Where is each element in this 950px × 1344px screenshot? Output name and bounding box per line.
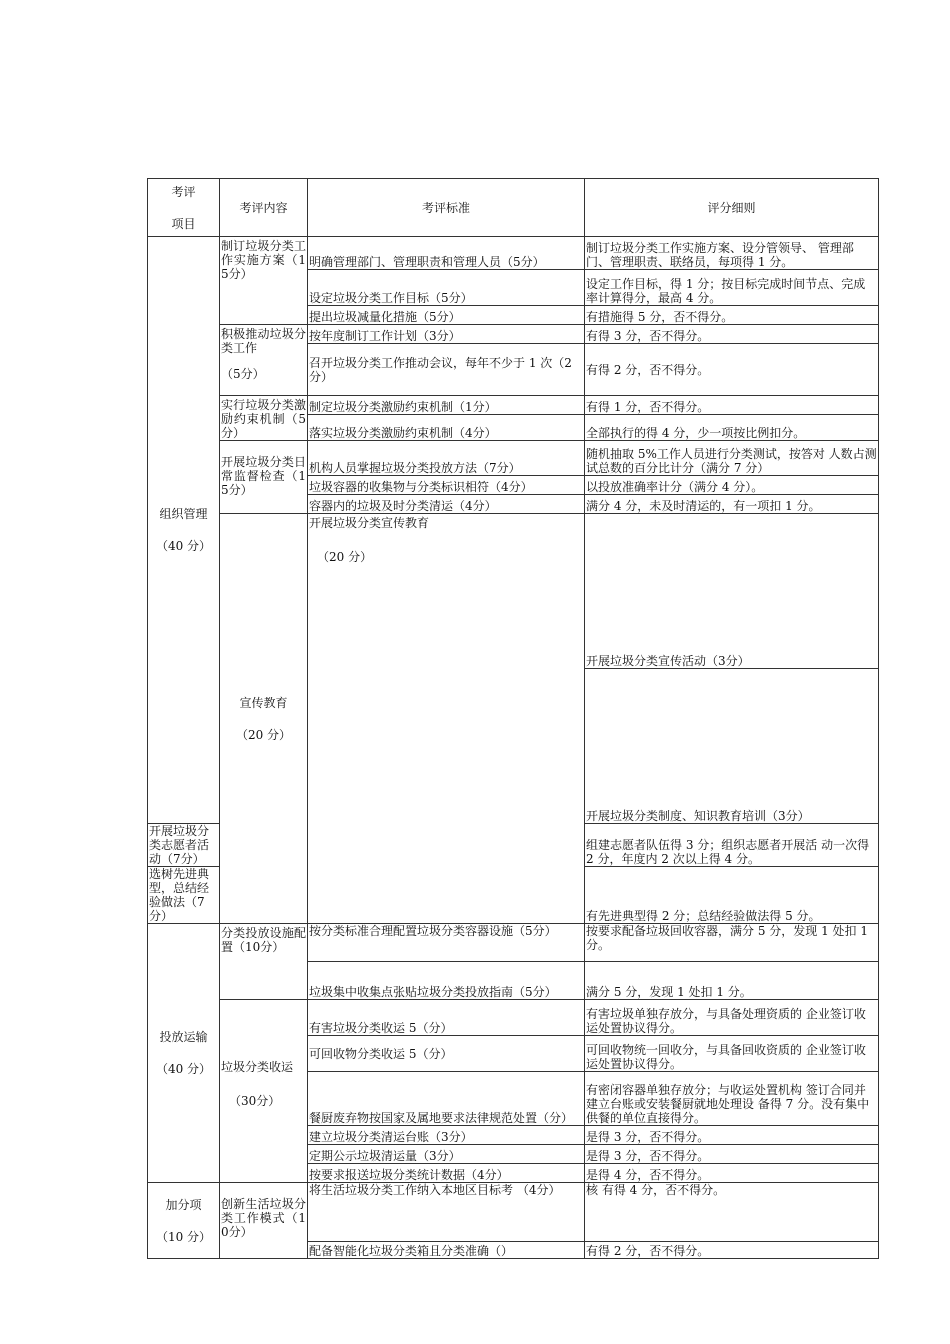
header-detail: 评分细则 — [585, 179, 879, 237]
header-item-line1: 考评 — [171, 184, 196, 199]
detail-cell: 有得 2 分，否不得分。 — [585, 1242, 879, 1259]
standard-cell: 开展垃圾分类制度、知识教育培训（3分） — [585, 669, 879, 824]
table-row — [148, 441, 879, 476]
detail-cell: 可回收物统一回收分，与具备回收资质的 企业签订收运处置协议得分。 — [585, 1036, 879, 1072]
standard-cell: 建立垃圾分类清运台账（3分） — [308, 1126, 585, 1145]
header-item — [148, 179, 220, 237]
detail-cell: 是得 3 分，否不得分。 — [585, 1145, 879, 1164]
content-cell: 分类投放设施配置（10分） — [220, 924, 308, 1000]
table-row — [148, 514, 879, 669]
standard-cell: 落实垃圾分类激励约束机制（4分） — [308, 415, 585, 441]
detail-cell: 有得 1 分，否不得分。 — [585, 396, 879, 415]
standard-cell: 按要求报送垃圾分类统计数据（4分） — [308, 1164, 585, 1183]
header-content: 考评内容 — [220, 179, 308, 237]
content-cell: 制订垃圾分类工作实施方案（15分） — [220, 237, 308, 325]
detail-cell: 有措施得 5 分，否不得分。 — [585, 306, 879, 325]
standard-cell: 召开垃圾分类工作推动会议，每年不少于 1 次（2分） — [308, 344, 585, 396]
header-standard: 考评标准 — [308, 179, 585, 237]
standard-cell: 选树先进典型，总结经验做法（7分） — [148, 867, 220, 924]
content-cell: 创新生活垃圾分类工作模式（10分） — [220, 1183, 308, 1259]
standard-cell: 明确管理部门、管理职责和管理人员（5分） — [308, 237, 585, 270]
detail-cell: 满分 4 分，未及时清运的，有一项扣 1 分。 — [585, 495, 879, 514]
category-score: （10 分） — [155, 1229, 212, 1244]
table-row — [148, 396, 879, 415]
standard-cell: 配备智能化垃圾分类箱且分类准确（） — [308, 1242, 585, 1259]
evaluation-table — [147, 178, 879, 1259]
content-cell — [308, 514, 585, 924]
standard-cell: 制定垃圾分类激励约束机制（1分） — [308, 396, 585, 415]
standard-cell: 餐厨废弃物按国家及属地要求法律规范处置（分） — [308, 1072, 585, 1126]
standard-cell: 垃圾容器的收集物与分类标识相符（4分） — [308, 476, 585, 495]
category-name: 组织管理 — [159, 507, 208, 521]
detail-cell — [585, 1183, 879, 1242]
detail-cell: 制订垃圾分类工作实施方案、设分管领导、 管理部门、管理职责、联络员，每项得 1 分。 — [585, 237, 879, 270]
content-cell: 实行垃圾分类激励约束机制（5分） — [220, 396, 308, 441]
standard-cell: 有害垃圾分类收运 5（分） — [308, 1000, 585, 1036]
detail-cell: 有先进典型得 2 分；总结经验做法得 5 分。 — [585, 867, 879, 924]
category-name: 宣传教育 — [239, 695, 288, 710]
standard-cell: 开展垃圾分类宣传活动（3分） — [585, 514, 879, 669]
category-name: 加分项 — [165, 1197, 202, 1212]
content-text: 垃圾分类收运 — [221, 1060, 294, 1074]
category-score: （40 分） — [155, 1062, 212, 1076]
category-cell — [148, 1183, 220, 1259]
standard-cell: 容器内的垃圾及时分类清运（4分） — [308, 495, 585, 514]
detail-cell: 有密闭容器单独存放分；与收运处置机构 签订合同并建立台账或安装餐厨就地处理设 备得 7 分。没有集中供餐的单位直接得分。 — [585, 1072, 879, 1126]
content-text: 开展垃圾分类宣传教育 — [309, 516, 430, 530]
detail-cell: 是得 4 分，否不得分。 — [585, 1164, 879, 1183]
detail-text: 有得 4 分，否不得分。 — [601, 1183, 726, 1197]
content-cell — [220, 1000, 308, 1183]
standard-text: 将生活垃圾分类工作纳入本地区目标考 — [309, 1183, 514, 1197]
category-cell — [148, 924, 220, 1183]
standard-cell: 开展垃圾分类志愿者活动（7分） — [148, 824, 220, 867]
content-score: （20 分） — [317, 550, 373, 564]
standard-extra: （4分） — [516, 1183, 561, 1197]
header-item-line2: 项目 — [171, 216, 196, 231]
standard-cell: 定期公示垃圾清运量（3分） — [308, 1145, 585, 1164]
table-row — [148, 325, 879, 344]
content-cell — [220, 325, 308, 396]
standard-cell: 提出垃圾减量化措施（5分） — [308, 306, 585, 325]
category-cell — [220, 514, 308, 924]
detail-cell: 有害垃圾单独存放分，与具备处理资质的 企业签订收运处置协议得分。 — [585, 1000, 879, 1036]
table-row — [148, 1183, 879, 1242]
category-name: 投放运输 — [159, 1030, 208, 1044]
detail-cell: 全部执行的得 4 分，少一项按比例扣分。 — [585, 415, 879, 441]
detail-cell: 设定工作目标，得 1 分；按目标完成时间节点、完成率计算得分，最高 4 分。 — [585, 270, 879, 306]
content-text: 积极推动垃圾分类工作 — [221, 327, 306, 355]
detail-cell: 是得 3 分，否不得分。 — [585, 1126, 879, 1145]
detail-cell: 满分 5 分，发现 1 处扣 1 分。 — [585, 962, 879, 1000]
standard-cell: 设定垃圾分类工作目标（5分） — [308, 270, 585, 306]
detail-cell: 有得 2 分，否不得分。 — [585, 344, 879, 396]
category-score: （20 分） — [235, 727, 292, 742]
header-row — [148, 179, 879, 237]
detail-cell: 组建志愿者队伍得 3 分；组织志愿者开展活 动一次得 2 分，年度内 2 次以上得 4 分。 — [585, 824, 879, 867]
table-row — [148, 924, 879, 962]
standard-cell: 按年度制订工作计划（3分） — [308, 325, 585, 344]
table-row — [148, 1000, 879, 1036]
table-row — [148, 237, 879, 270]
category-score: （40 分） — [155, 539, 212, 553]
standard-cell: 可回收物分类收运 5（分） — [308, 1036, 585, 1072]
detail-cell: 有得 3 分，否不得分。 — [585, 325, 879, 344]
content-score: （5分） — [221, 367, 265, 381]
standard-cell — [308, 1183, 585, 1242]
standard-cell: 垃圾集中收集点张贴垃圾分类投放指南（5分） — [308, 962, 585, 1000]
content-score: （30分） — [229, 1094, 281, 1108]
detail-cell: 随机抽取 5%工作人员进行分类测试，按答对 人数占测试总数的百分比计分（满分 7 分） — [585, 441, 879, 476]
standard-cell: 按分类标准合理配置垃圾分类容器设施（5分） — [308, 924, 585, 962]
detail-cell: 按要求配备垃圾回收容器，满分 5 分，发现 1 处扣 1 分。 — [585, 924, 879, 962]
evaluation-table-sheet — [147, 178, 878, 1258]
content-cell: 开展垃圾分类日常监督检查（15分） — [220, 441, 308, 514]
category-cell — [148, 237, 220, 824]
detail-top-text: 核 — [586, 1183, 599, 1197]
detail-cell: 以投放准确率计分（满分 4 分）。 — [585, 476, 879, 495]
standard-cell: 机构人员掌握垃圾分类投放方法（7分） — [308, 441, 585, 476]
